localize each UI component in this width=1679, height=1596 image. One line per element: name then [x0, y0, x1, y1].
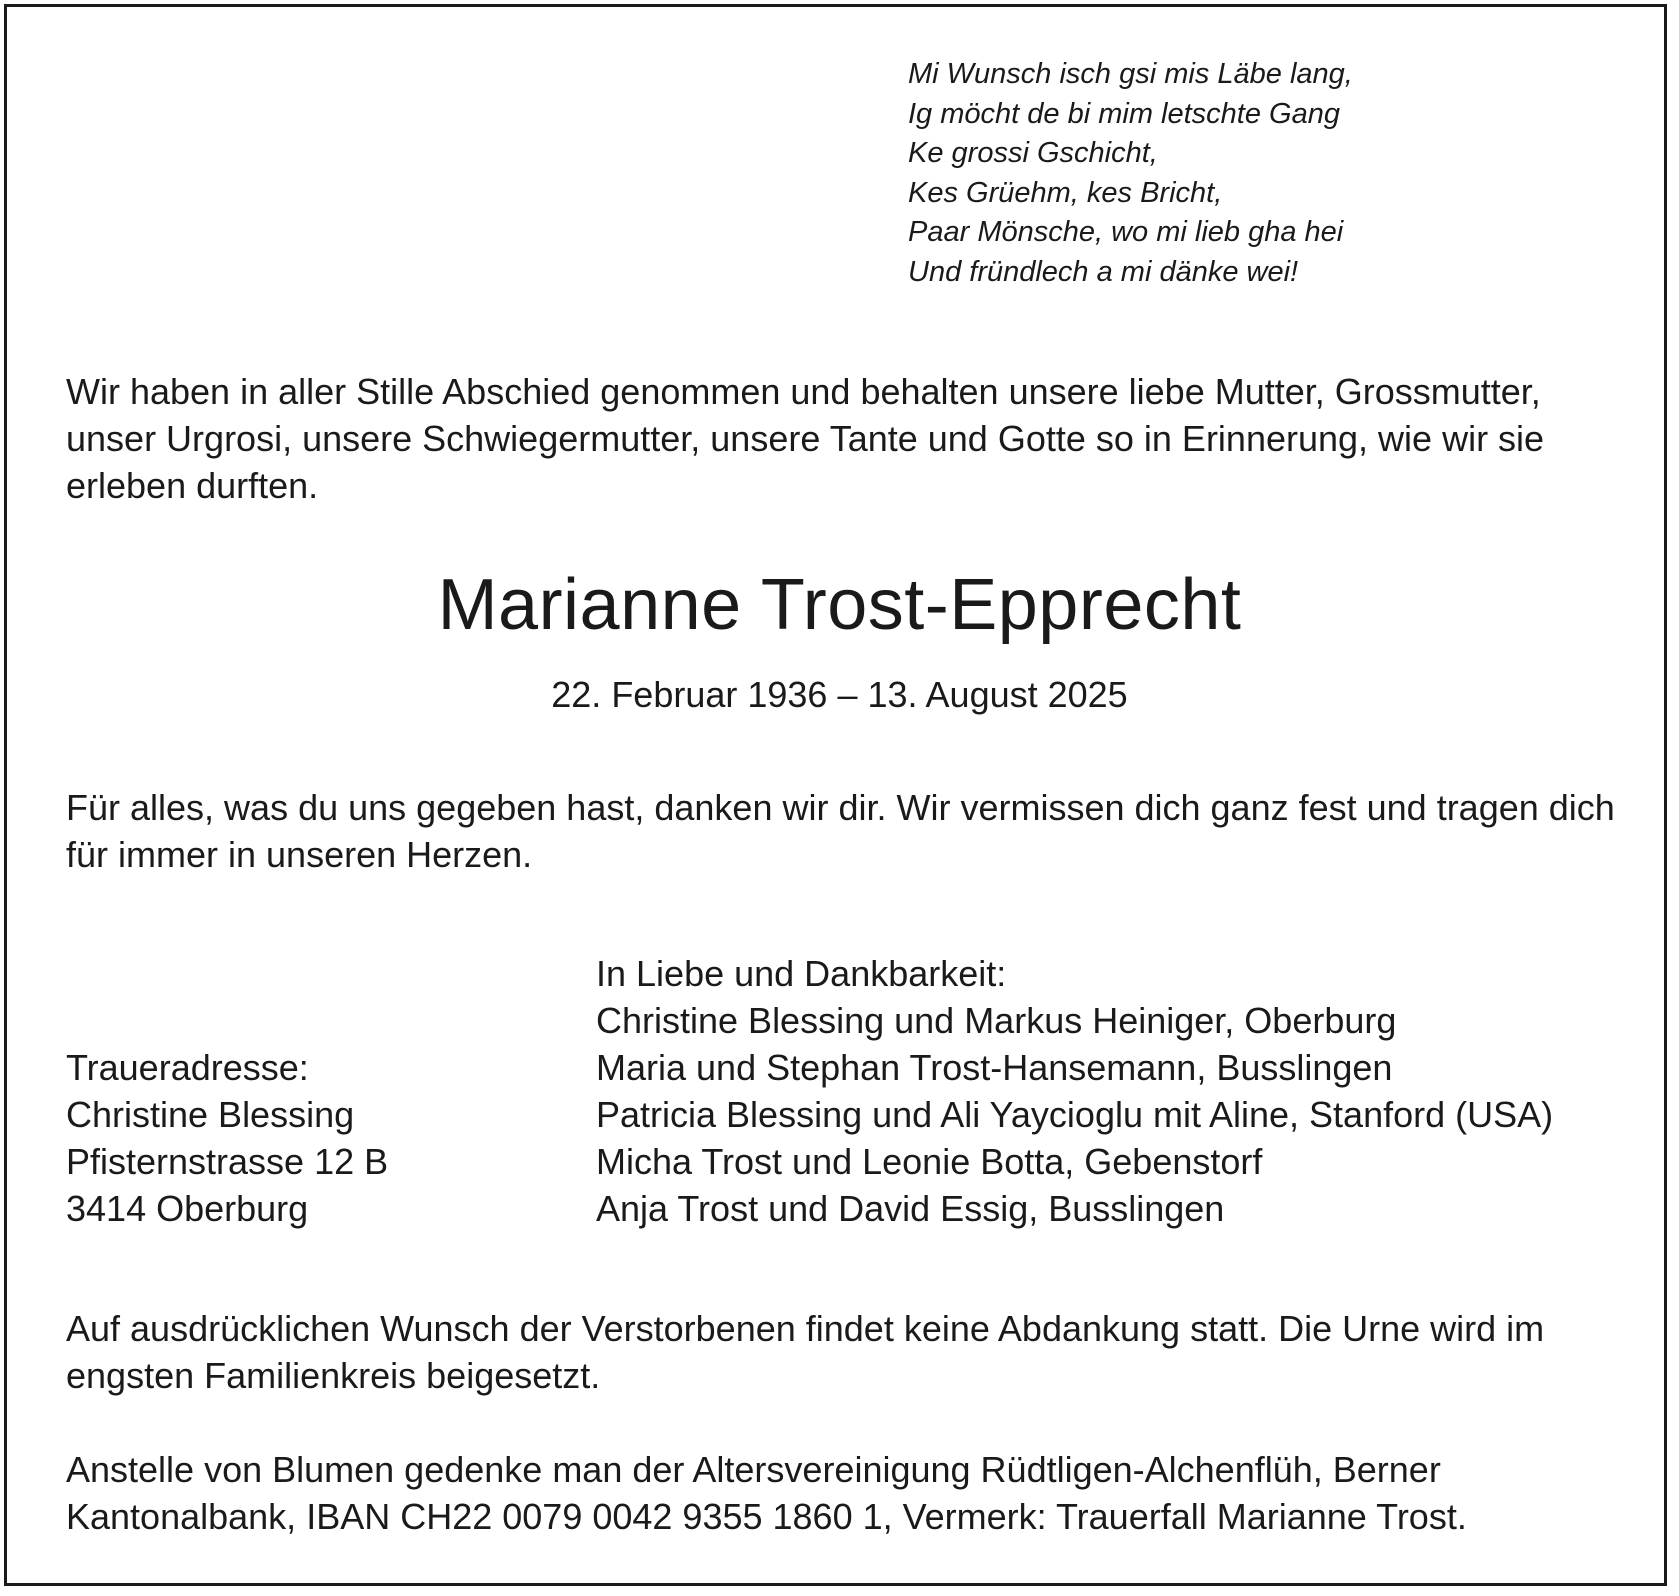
- intro-paragraph: Wir haben in aller Stille Abschied genommen und behalten unsere liebe Mutter, Grossmutter, unser Urgrosi, unsere Schwiegermutter, unsere Tante und Gotte so in Erinnerung, wie wir sie erleben durften.: [66, 371, 1545, 506]
- poem-line: Paar Mönsche, wo mi lieb gha hei: [908, 216, 1344, 248]
- life-dates: 22. Februar 1936 – 13. August 2025: [551, 674, 1128, 715]
- family-member: Christine Blessing und Markus Heiniger, Oberburg: [596, 1000, 1397, 1041]
- address-street: Pfisternstrasse 12 B: [66, 1141, 389, 1182]
- thanks-paragraph: Für alles, was du uns gegeben hast, danken wir dir. Wir vermissen dich ganz fest und tragen dich für immer in unseren Herzen.: [66, 787, 1615, 875]
- address-label: Traueradresse:: [66, 1047, 309, 1088]
- poem-line: Kes Grüehm, kes Bricht,: [908, 176, 1223, 209]
- family-member: Maria und Stephan Trost-Hansemann, Busslingen: [596, 1047, 1393, 1088]
- funeral-notice-paragraph: Auf ausdrücklichen Wunsch der Verstorbenen findet keine Abdankung statt. Die Urne wird im engsten Familienkreis beigesetzt.: [66, 1308, 1545, 1396]
- address-city: 3414 Oberburg: [66, 1188, 309, 1229]
- family-member: Micha Trost und Leonie Botta, Gebenstorf: [596, 1141, 1263, 1182]
- poem-line: Mi Wunsch isch gsi mis Läbe lang,: [908, 58, 1353, 90]
- donation-paragraph: Anstelle von Blumen gedenke man der Altersvereinigung Rüdtligen-Alchenflüh, Berner Kantonalbank, IBAN CH22 0079 0042 9355 1860 1, Vermerk: Trauerfall Marianne Trost.: [66, 1449, 1467, 1537]
- poem-line: Und fründlech a mi dänke wei!: [908, 255, 1299, 288]
- deceased-name: Marianne Trost-Epprecht: [437, 565, 1242, 645]
- family-member: Patricia Blessing und Ali Yaycioglu mit Aline, Stanford (USA): [596, 1094, 1554, 1135]
- poem-line: Ig möcht de bi mim letschte Gang: [908, 97, 1340, 130]
- address-name: Christine Blessing: [66, 1094, 355, 1135]
- family-heading: In Liebe und Dankbarkeit:: [596, 953, 1007, 994]
- poem: [908, 55, 1353, 292]
- family-list: [596, 950, 1553, 1232]
- mourning-address: [66, 1044, 388, 1232]
- poem-line: Ke grossi Gschicht,: [908, 137, 1158, 169]
- family-member: Anja Trost und David Essig, Busslingen: [596, 1188, 1225, 1229]
